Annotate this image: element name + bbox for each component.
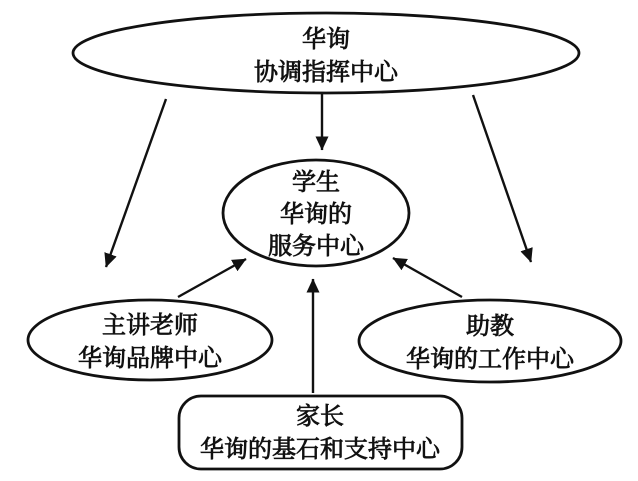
arrow-right-to-center: [393, 258, 462, 297]
top-node-line1: 华询: [302, 25, 350, 53]
right-node-line1: 助教: [466, 312, 514, 340]
bottom-node-line2: 华询的基石和支持中心: [200, 435, 440, 463]
node-center-service-center: [223, 160, 409, 266]
right-node-line2: 华询的工作中心: [406, 345, 574, 373]
center-node-line3: 服务中心: [268, 232, 364, 260]
center-node-line2: 华询的: [280, 200, 352, 228]
bottom-node-line1: 家长: [296, 402, 344, 430]
top-node-line2: 协调指挥中心: [254, 58, 398, 86]
center-node-line1: 学生: [292, 168, 340, 196]
arrow-top-to-left: [106, 99, 166, 267]
arrow-left-to-center: [178, 259, 246, 297]
node-left-brand-center: [28, 300, 272, 380]
node-top-command-center: [73, 13, 579, 93]
arrow-top-to-right: [473, 95, 531, 262]
node-right-work-center: [359, 300, 621, 382]
left-node-line2: 华询品牌中心: [78, 344, 222, 372]
node-bottom-support-center: [179, 396, 462, 469]
left-node-line1: 主讲老师: [102, 311, 198, 339]
